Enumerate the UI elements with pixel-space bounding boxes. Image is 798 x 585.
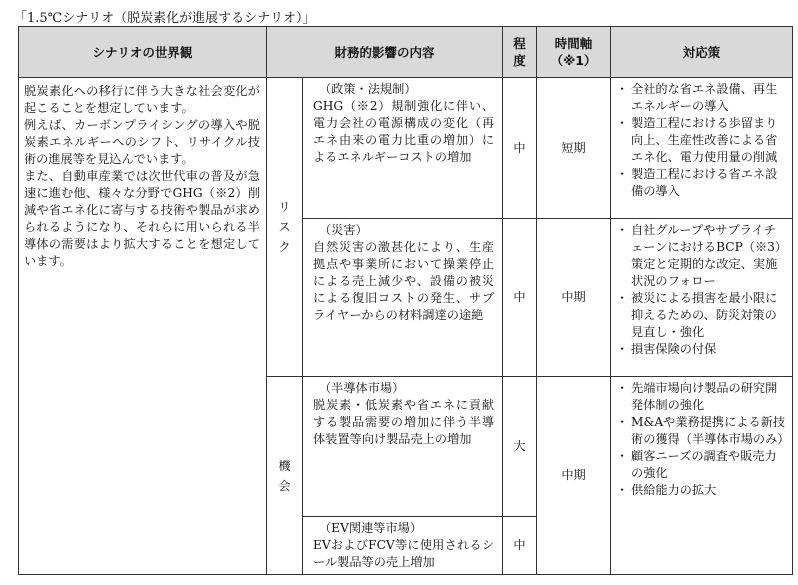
header-degree: 程度 [503,27,537,78]
header-world-view: シナリオの世界観 [19,27,267,78]
impact-body: EVおよびFCV等に使用されるシール製品等の売上増加 [313,538,495,569]
scenario-table [18,26,793,575]
timeframe-value: 短期 [537,78,611,219]
category-risk: リ ス ク [267,78,303,377]
world-view-paragraph: 脱炭素化への移行に伴う大きな社会変化が起こることを想定しています。 [24,84,260,115]
impact-ev-market [303,517,503,575]
response-item: ・ 顧客ニーズの調査や販売力の強化 [619,448,786,482]
table-caption: 「1.5℃シナリオ（脱炭素化が進展するシナリオ）」 [14,11,316,26]
category-opportunity: 機 会 [267,377,303,575]
impact-policy-regulation [303,78,503,219]
header-financial-impact: 財務的影響の内容 [267,27,503,78]
degree-value: 中 [503,517,537,575]
response-item: ・ 全社的な省エネ設備、再生エネルギーの導入 [619,81,786,115]
impact-heading: （EV関連等市場） [319,521,423,535]
impact-semiconductor-market [303,377,503,517]
response-item: ・ 製造工程における省エネ設備の導入 [619,166,786,200]
timeframe-value: 中期 [537,377,611,575]
timeframe-value: 中期 [537,219,611,377]
response-item: ・ 先端市場向け製品の研究開発体制の強化 [619,380,786,414]
response-cell [611,377,793,575]
impact-body: 自然災害の激甚化により、生産拠点や事業所において操業停止による売上減少や、設備の被災による復旧コストの発生、サプライヤーからの材料調達の途絶 [313,240,495,322]
impact-heading: （政策・法規制） [319,82,417,96]
impact-disaster [303,219,503,377]
response-item: ・ 自社グループやサプライチェーンにおけるBCP（※3）策定と定期的な改定、実施状況のフォロー [619,222,786,290]
world-view-paragraph: 例えば、カーボンプライシングの導入や脱炭素エネルギーへのシフト、リサイクル技術の進展等を見込んでいます。 [24,118,260,166]
world-view-paragraph: また、自動車産業では次世代車の普及が急速に進む他、様々な分野でGHG（※2）削減や省エネ化に寄与する技術や製品が求められるようになり、それらに用いられる半導体の需要はより拡大することを想定しています。 [24,169,260,268]
response-item: ・ M&Aや業務提携による新技術の獲得（半導体市場のみ） [619,414,786,448]
impact-body: 脱炭素・低炭素や省エネに貢献する製品需要の増加に伴う半導体装置等向け製品売上の増加 [313,398,495,446]
response-cell [611,219,793,377]
header-timeframe: 時間軸（※1） [537,27,611,78]
response-item: ・ 製造工程における歩留まり向上、生産性改善による省エネ化、電力使用量の削減 [619,115,786,166]
world-view-cell [19,78,267,575]
degree-value: 大 [503,377,537,517]
degree-value: 中 [503,219,537,377]
impact-heading: （半導体市場） [319,381,405,395]
response-item: ・ 供給能力の拡大 [619,482,786,499]
impact-heading: （災害） [319,223,368,237]
response-item: ・ 被災による損害を最小限に抑えるための、防災対策の見直し・強化 [619,290,786,341]
response-cell [611,78,793,219]
impact-body: GHG（※2）規制強化に伴い、電力会社の電源構成の変化（再エネ由来の電力比重の増加）によるエネルギーコストの増加 [313,99,495,164]
degree-value: 中 [503,78,537,219]
response-item: ・ 損害保険の付保 [619,341,786,358]
header-response: 対応策 [611,27,793,78]
